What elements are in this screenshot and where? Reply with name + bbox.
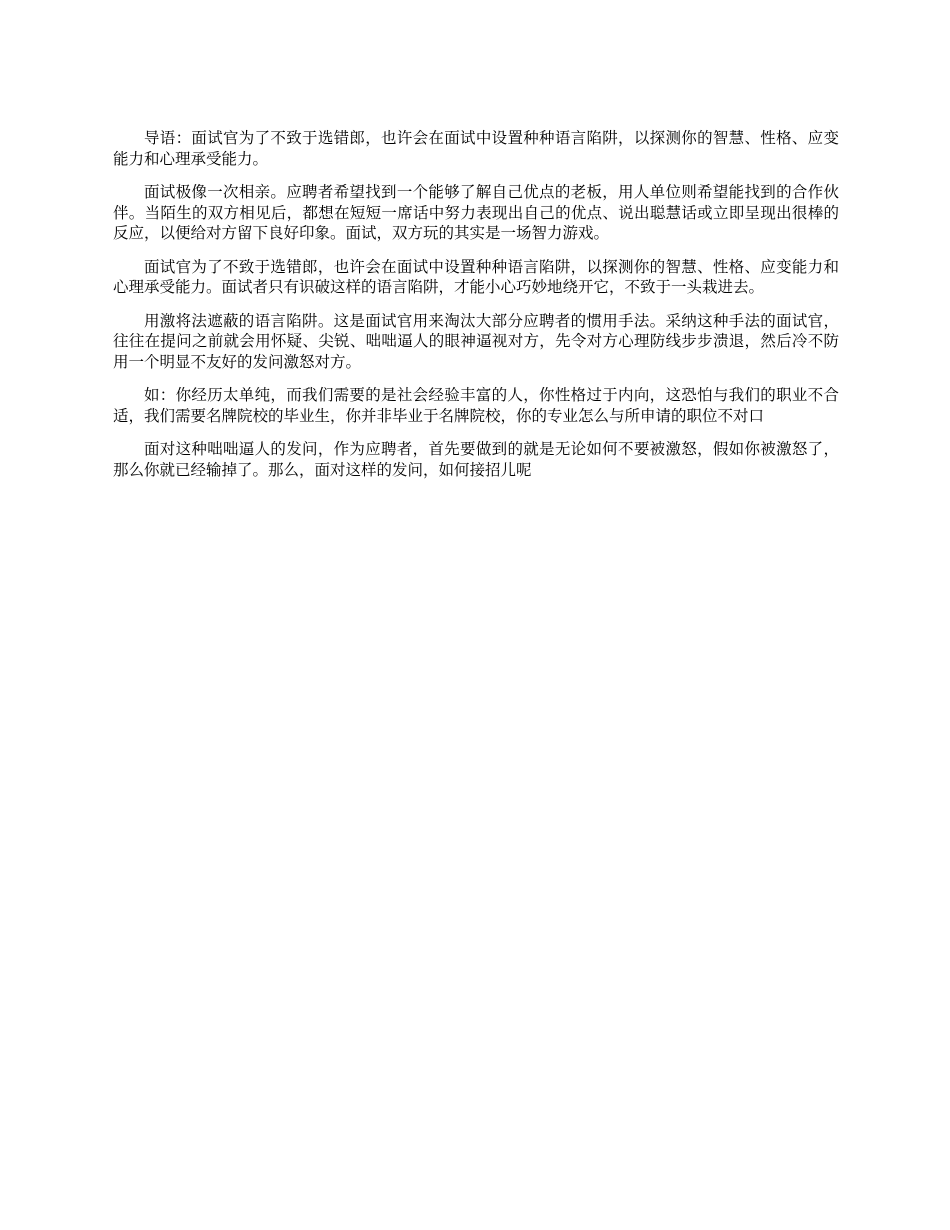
document-body [113,128,839,493]
paragraph-examples: 如：你经历太单纯，而我们需要的是社会经验丰富的人，你性格过于内向，这恐怕与我们的职业不合适，我们需要名牌院校的毕业生，你并非毕业于名牌院校，你的专业怎么与所申请的职位不对口 [113,386,839,425]
paragraph-response: 面对这种咄咄逼人的发问，作为应聘者，首先要做到的就是无论如何不要被激怒，假如你被激怒了，那么你就已经输掉了。那么，面对这样的发问，如何接招儿呢 [113,440,839,479]
paragraph-language-traps: 面试官为了不致于选错郎，也许会在面试中设置种种语言陷阱，以探测你的智慧、性格、应变能力和心理承受能力。面试者只有识破这样的语言陷阱，才能小心巧妙地绕开它，不致于一头栽进去。 [113,257,839,296]
paragraph-interview-analogy: 面试极像一次相亲。应聘者希望找到一个能够了解自己优点的老板，用人单位则希望能找到的合作伙伴。当陌生的双方相见后，都想在短短一席话中努力表现出自己的优点、说出聪慧话或立即呈现出很棒的反应，以便给对方留下良好印象。面试，双方玩的其实是一场智力游戏。 [113,183,839,242]
paragraph-intro: 导语：面试官为了不致于选错郎，也许会在面试中设置种种语言陷阱，以探测你的智慧、性格、应变能力和心理承受能力。 [113,129,839,168]
paragraph-provocation-trap: 用激将法遮蔽的语言陷阱。这是面试官用来淘汰大部分应聘者的惯用手法。采纳这种手法的面试官，往往在提问之前就会用怀疑、尖锐、咄咄逼人的眼神逼视对方，先令对方心理防线步步溃退，然后冷不防用一个明显不友好的发问激怒对方。 [113,311,839,371]
